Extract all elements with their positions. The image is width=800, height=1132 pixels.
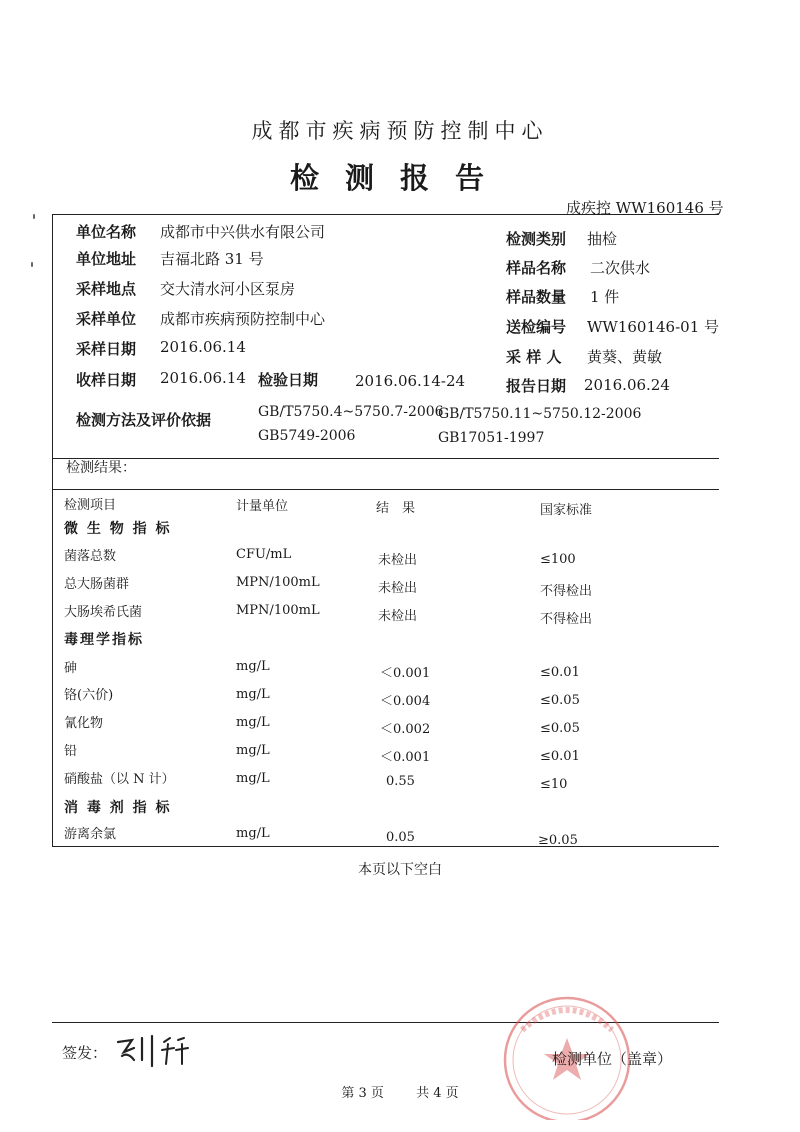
- table-row-result: 0.55: [386, 774, 415, 789]
- testing-unit-seal-label: 检测单位（盖章）: [552, 1050, 673, 1068]
- section-title-microbial: 微 生 物 指 标: [64, 521, 172, 537]
- table-row-result: ＜0.001: [380, 750, 431, 765]
- sample-quantity-value: 1 件: [590, 288, 620, 306]
- results-label: 检测结果：: [66, 460, 136, 476]
- table-row-unit: mg/L: [236, 715, 270, 730]
- table-row-result: 未检出: [378, 553, 418, 568]
- sample-name-value: 二次供水: [590, 259, 651, 277]
- table-row-standard: 不得检出: [540, 584, 593, 599]
- method-item: GB17051-1997: [438, 430, 545, 446]
- table-row-item: 硝酸盐（以 N 计）: [64, 772, 175, 787]
- submission-number-value: WW160146-01 号: [587, 318, 720, 336]
- testing-date-value: 2016.06.14-24: [355, 372, 466, 390]
- sampler-value: 黄葵、黄敏: [587, 348, 663, 366]
- sampling-date-label: 采样日期: [76, 340, 137, 358]
- table-row-standard: ≤0.01: [540, 665, 580, 680]
- table-row-standard: ≤0.01: [540, 749, 580, 764]
- table-row-item: 氰化物: [64, 716, 104, 731]
- unit-name-value: 成都市中兴供水有限公司: [160, 223, 326, 241]
- column-header-unit: 计量单位: [236, 499, 289, 514]
- table-row-result: ＜0.001: [380, 666, 431, 681]
- sampler-label: 采 样 人: [506, 348, 562, 366]
- table-row-item: 菌落总数: [64, 549, 117, 564]
- unit-name-label: 单位名称: [76, 223, 137, 241]
- table-row-item: 铬(六价): [64, 688, 114, 703]
- info-separator: [52, 458, 719, 459]
- table-row-unit: mg/L: [236, 687, 270, 702]
- table-row-standard: ≥0.05: [538, 833, 578, 848]
- table-row-result: ＜0.004: [380, 694, 431, 709]
- receiving-date-value: 2016.06.14: [160, 369, 246, 387]
- table-row-result: 未检出: [378, 609, 418, 624]
- table-row-unit: mg/L: [236, 826, 270, 841]
- report-date-label: 报告日期: [506, 377, 567, 395]
- table-row-standard: 不得检出: [540, 612, 593, 627]
- table-row-result: 未检出: [378, 581, 418, 596]
- test-type-label: 检测类别: [506, 230, 567, 248]
- methods-label: 检测方法及评价依据: [76, 411, 212, 429]
- sampling-date-value: 2016.06.14: [160, 338, 246, 356]
- sign-label: 签发：: [62, 1044, 108, 1062]
- table-row-result: ＜0.002: [380, 722, 431, 737]
- unit-address-value: 吉福北路 31 号: [160, 250, 264, 268]
- table-row-item: 砷: [64, 661, 78, 676]
- method-item: GB/T5750.11~5750.12-2006: [438, 406, 642, 422]
- sampling-location-label: 采样地点: [76, 280, 137, 298]
- testing-date-label: 检验日期: [258, 371, 319, 389]
- submission-number-label: 送检编号: [506, 318, 567, 336]
- table-row-standard: ≤10: [540, 777, 568, 792]
- method-item: GB5749-2006: [258, 428, 356, 444]
- section-title-disinfectant: 消 毒 剂 指 标: [64, 800, 172, 816]
- table-row-item: 总大肠菌群: [64, 577, 130, 592]
- left-rule: [52, 214, 53, 846]
- top-rule: [52, 214, 719, 215]
- table-row-standard: ≤0.05: [540, 721, 580, 736]
- report-date-value: 2016.06.24: [584, 376, 670, 394]
- table-row-unit: MPN/100mL: [236, 575, 320, 590]
- page-total: 共 4 页: [416, 1086, 459, 1101]
- column-header-result: 结 果: [376, 501, 416, 516]
- sampling-location-value: 交大清水河小区泵房: [160, 280, 296, 298]
- report-title: 检测报告: [289, 161, 510, 195]
- method-item: GB/T5750.4~5750.7-2006: [258, 404, 444, 420]
- table-row-item: 游离余氯: [64, 827, 117, 842]
- table-row-standard: ≤0.05: [540, 693, 580, 708]
- margin-mark: [31, 262, 33, 267]
- table-row-unit: mg/L: [236, 771, 270, 786]
- blank-below-note: 本页以下空白: [358, 862, 442, 878]
- column-header-item: 检测项目: [64, 498, 117, 513]
- receiving-date-label: 收样日期: [76, 371, 137, 389]
- organization-name: 成都市疾病预防控制中心: [251, 119, 549, 143]
- report-number: 成疾控 WW160146 号: [566, 199, 724, 217]
- table-bottom-rule: [52, 846, 719, 847]
- table-row-unit: MPN/100mL: [236, 603, 320, 618]
- table-row-unit: mg/L: [236, 659, 270, 674]
- page-info: [0, 1082, 800, 1101]
- sampling-unit-value: 成都市疾病预防控制中心: [160, 310, 326, 328]
- section-title-toxicology: 毒理学指标: [64, 632, 144, 648]
- table-row-standard: ≤100: [540, 552, 576, 567]
- table-row-unit: CFU/mL: [236, 547, 292, 562]
- table-row-item: 大肠埃希氏菌: [64, 605, 143, 620]
- table-row-result: 0.05: [386, 830, 415, 845]
- unit-address-label: 单位地址: [76, 250, 137, 268]
- table-row-unit: mg/L: [236, 743, 270, 758]
- page-number: 第 3 页: [341, 1086, 384, 1101]
- sampling-unit-label: 采样单位: [76, 310, 137, 328]
- handwritten-signature: [112, 1030, 202, 1070]
- sample-quantity-label: 样品数量: [506, 288, 567, 306]
- table-row-item: 铅: [64, 744, 78, 759]
- test-type-value: 抽检: [587, 230, 618, 248]
- column-header-standard: 国家标准: [540, 503, 593, 518]
- results-separator: [52, 489, 719, 490]
- sample-name-label: 样品名称: [506, 259, 567, 277]
- margin-mark: [33, 214, 35, 219]
